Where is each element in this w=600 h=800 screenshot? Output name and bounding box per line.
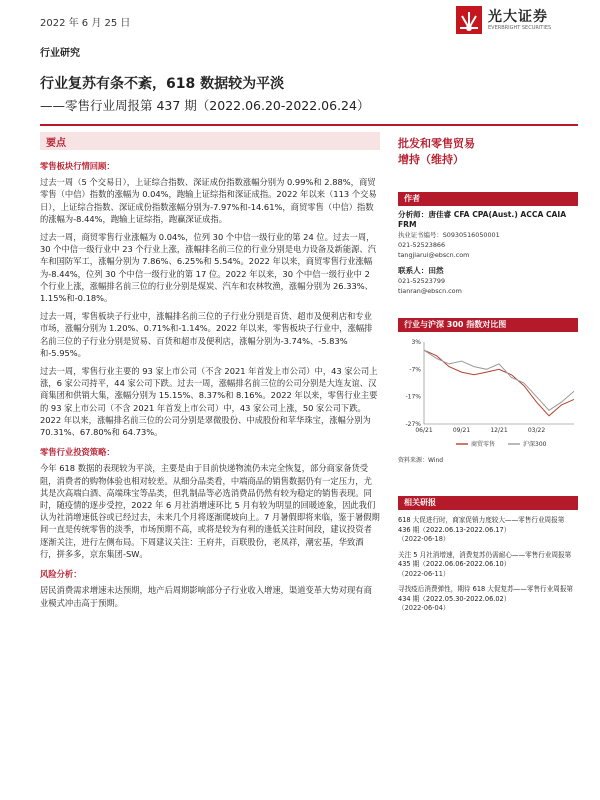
report-date: 2022 年 6 月 25 日	[40, 18, 131, 29]
paragraph: 今年 618 数据的表现较为平淡，主要是由于目前快递物流仍未完全恢复，部分商家备货受阻，消费者的购物体验也相对较差。从细分品类看，中端商品的销售数据仍有一定压力，尤其是次高端白酒、高端珠宝等品类，但乳制品等必选消费品仍然有较为稳定的销售表现。同时，随疫情的逐步受控，2022 年 6 月社消增速环比 5 月有较为明显的回暖迹象，因此我们认为社消增速低谷或已经过去，未来几个月将逐渐爬坡向上。7 月暑假即将来临，鉴于暑假期间一直是传统零售的淡季，市场预期不高，或将是较为有利的逢低关注时间段，建议投资者逐渐关注，进行左侧布局。下周建议关注：王府井，百联股份，老凤祥，潮宏基，华致酒行，拼多多，京东集团-SW。	[40, 463, 380, 559]
paragraph: 居民消费需求增速未达预期，地产后周期影响部分子行业收入增速，渠道变革大势对现有商业模式冲击高于预期。	[40, 585, 372, 608]
section-header-keypoints	[40, 132, 380, 150]
related-header: 相关研报	[398, 496, 578, 510]
section-header-label: 要点	[46, 138, 66, 149]
report-type: 行业研究	[40, 48, 80, 59]
logo-subtext: EVERBRIGHT SECURITIES	[488, 25, 552, 31]
x-tick-label: 12/21	[490, 427, 508, 434]
paragraph: 过去一周，零售行业主要的 93 家上市公司（不含 2021 年首发上市公司）中，43 家公司上涨，6 家公司持平，44 家公司下跌。过去一周，涨幅排名前三位的公司分别是大连友谊、汉商集团和供销大集，涨幅分别为 15.15%、8.37%和 8.16%。2022 年以来，零售行业主要的 93 家上市公司（不含 2021 年首发上市公司）中，43 家公司上涨，50 家公司下跌。2022 年以来，涨幅排名前三位的公司分别是翠微股份、中成股份和苹华珠宝，涨幅分别为 70.31%、67.80%和 64.73%。	[40, 366, 378, 438]
logo	[456, 4, 576, 38]
main-content	[40, 158, 380, 615]
email-link[interactable]: tianran@ebscn.com	[398, 287, 462, 295]
related-report-date: （2022-06-11）	[398, 569, 450, 578]
phone: 021-52523866	[398, 241, 446, 249]
chart-source: 资料来源：Wind	[398, 457, 444, 464]
contact-name: 联系人：田然	[398, 266, 444, 275]
page-subtitle: ——零售行业周报第 437 期（2022.06.20-2022.06.24）	[40, 98, 370, 113]
y-tick-label: -27%	[405, 421, 421, 428]
author-header: 作者	[398, 192, 578, 206]
y-tick-label: -7%	[409, 366, 421, 374]
series-line-retail	[424, 350, 574, 416]
paragraph: 过去一周，商贸零售行业涨幅为 0.04%，位列 30 个中信一级行业的第 24 位。过去一周，30 个中信一级行业中 23 个行业上涨，涨幅排名前三位的行业分别是电力设备及新能源、汽车和国防军工，涨幅分别为 7.86%、6.25%和 5.54%。2022 年以来，商贸零售行业涨幅为-8.44%，位列 30 个中信一级行业的第 17 位。2022 年以来，30 个中信一级行业中 2 个行业上涨，涨幅排名前三位的行业分别是煤炭、汽车和农林牧渔，涨幅分别为 26.33%、1.15%和-0.18%。	[40, 232, 377, 304]
x-tick-label: 03/22	[527, 427, 546, 434]
related-report-title: 618 大促进行时，商家促销力度较大——零售行业周报第 436 期（2022.06.13-2022.06.17）	[398, 516, 565, 534]
related-report-item[interactable]	[398, 551, 578, 580]
related-report-item[interactable]	[398, 516, 578, 545]
index-comparison-chart	[398, 334, 578, 452]
sunburst-logo-icon	[456, 6, 482, 34]
section-title-review: 零售板块行情回顾：	[40, 161, 115, 171]
x-tick-label: 06/21	[415, 427, 433, 434]
phone: 021-52523799	[398, 277, 446, 285]
y-tick-label: 3%	[411, 339, 421, 346]
analyst-info	[398, 210, 578, 296]
sidebar	[398, 132, 578, 614]
email-link[interactable]: tangjiarui@ebscn.com	[398, 251, 470, 259]
page-title: 行业复苏有条不紊，618 数据较为平淡	[40, 76, 285, 92]
section-title-risk: 风险分析：	[40, 569, 82, 580]
related-report-date: （2022-06-04）	[398, 604, 450, 612]
industry-name: 批发和零售贸易	[398, 137, 475, 150]
divider	[40, 124, 578, 126]
paragraph: 过去一周，零售板块子行业中，涨幅排名前三位的子行业分别是百货、超市及便利店和专业市场，涨幅分别为 1.20%、0.71%和-1.14%。2022 年以来，零售板块子行业中，涨幅排名前三位的子行业分别是贸易、百货和超市及便利店，涨幅分别为-3.74%、-5.83%和-5.95%。	[40, 311, 373, 358]
section-title-strategy: 零售行业投资策略：	[40, 447, 115, 458]
series-line-csi300	[424, 350, 574, 410]
legend-label: 沪深300	[523, 441, 547, 448]
y-tick-label: -17%	[405, 393, 421, 401]
related-list	[398, 516, 578, 614]
cert-number: 执业证书编号：S0930516050001	[398, 231, 500, 239]
related-report-date: （2022-06-18）	[398, 535, 450, 543]
chart-header: 行业与沪深 300 指数对比图	[398, 318, 578, 332]
analyst-name: 分析师：唐佳睿 CFA CPA(Aust.) ACCA CAIA FRM	[398, 210, 567, 229]
paragraph: 过去一周（5 个交易日），上证综合指数、深证成份指数涨幅分别为 0.99%和 2.88%，商贸零售（中信）指数的涨幅为 0.04%，跑输上证综指和深证成指。2022 年以来（113 个交易日），上证综合指数、深证成份指数涨幅分别为-7.97%和-14.61%，商贸零售（中信）指数的涨幅为-8.44%，跑输上证综指，跑赢深证成指。	[40, 177, 377, 224]
rating: 增持（维持）	[398, 153, 464, 166]
related-report-title: 关注 5 月社消增速，消费复苏仍需耐心——零售行业周报第 435 期（2022.06.06-2022.06.10）	[398, 550, 572, 568]
logo-text: 光大证券	[488, 9, 548, 25]
related-report-title: 寻找疫后消费弹性，期待 618 大促复苏——零售行业周报第 434 期（2022.05.30-2022.06.02）	[398, 585, 574, 603]
legend-label: 商贸零售	[471, 441, 496, 448]
related-report-item[interactable]	[398, 585, 578, 614]
x-tick-label: 09/21	[452, 427, 471, 434]
